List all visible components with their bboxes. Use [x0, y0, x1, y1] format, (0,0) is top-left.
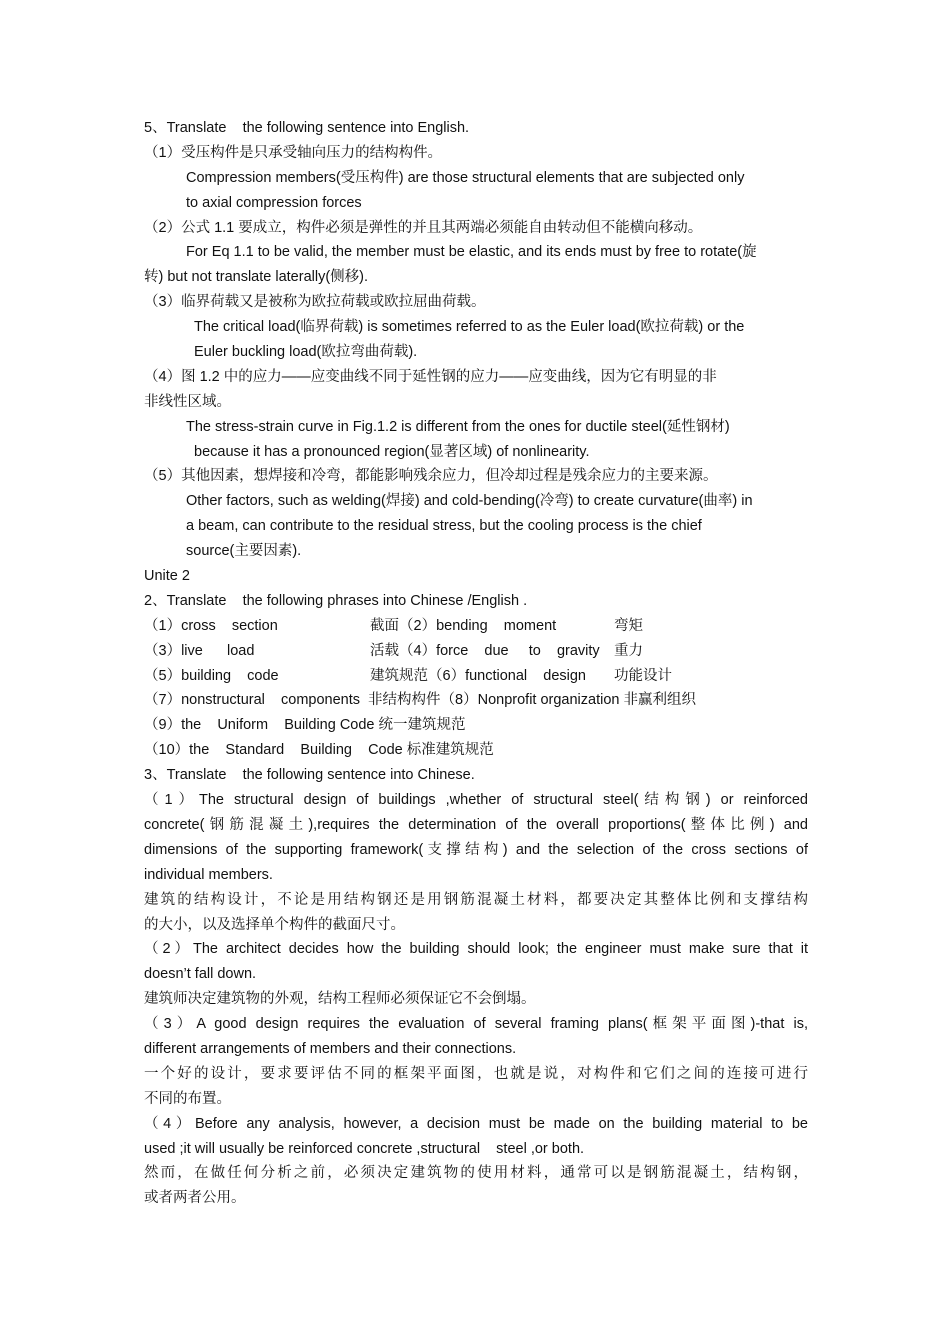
s3-item3-en-line1: （3）A good design requires the evaluation of several framing plans(框架平面图)-that is,: [144, 1016, 808, 1033]
phrase-row: （7）nonstructural components 非结构构件（8）Nonprofit organization 非赢利组织: [144, 692, 697, 709]
s5-item4-en-line1: The stress-strain curve in Fig.1.2 is different from the ones for ductile steel(延性钢材): [186, 418, 730, 435]
s5-item4-cn-line2: 非线性区域。: [144, 393, 231, 410]
phrase-cell: （3）live load: [144, 642, 255, 659]
s5-item2-en-line2: 转) but not translate laterally(侧移).: [144, 269, 369, 286]
s3-item3-en-last: different arrangements of members and their connections.: [144, 1040, 517, 1057]
s3-item4-en-line1: （4）Before any analysis, however, a decision must be made on the building material to be: [144, 1115, 808, 1132]
s5-item1-en-line2: to axial compression forces: [186, 194, 362, 211]
section5-heading: 5、Translate the following sentence into English.: [144, 120, 470, 136]
phrase-cell: 建筑规范（6）functional design: [370, 667, 586, 684]
section3-heading: 3、Translate the following sentence into Chinese.: [144, 767, 475, 784]
s5-item5-en-line3: source(主要因素).: [186, 543, 302, 560]
s5-item4-en-line2: because it has a pronounced region(显著区域) of nonlinearity.: [194, 443, 590, 460]
s3-item1-en-line1: （1）The structural design of buildings ,whether of structural steel(结构钢) or reinforced: [144, 792, 808, 809]
s5-item4-cn-line1: （4）图 1.2 中的应力——应变曲线不同于延性钢的应力——应变曲线，因为它有明显的非: [144, 368, 717, 385]
s3-item4-cn-line1: 然而，在做任何分析之前，必须决定建筑物的使用材料，通常可以是钢筋混凝土，结构钢，: [144, 1165, 808, 1182]
s5-item1-en-line1: Compression members(受压构件) are those structural elements that are subjected only: [186, 169, 745, 186]
phrase-cell: 活载（4）force due to gravity: [370, 642, 600, 659]
s5-item3-en-line1: The critical load(临界荷载) is sometimes referred to as the Euler load(欧拉荷载) or the: [194, 319, 745, 336]
s5-item5-en-line1: Other factors, such as welding(焊接) and cold-bending(冷弯) to create curvature(曲率) in: [186, 493, 753, 510]
s5-item2-en-line1: For Eq 1.1 to be valid, the member must be elastic, and its ends must by free to rotate(旋: [186, 244, 757, 261]
phrase-cell: 截面（2）bending moment: [370, 617, 557, 634]
phrase-cell: 重力: [614, 642, 643, 659]
phrase-cell: 功能设计: [614, 667, 672, 684]
phrase-row: [144, 639, 808, 664]
s3-item4-cn-last: 或者两者公用。: [144, 1190, 246, 1207]
s3-item4-en-last: used ;it will usually be reinforced concrete ,structural steel ,or both.: [144, 1140, 585, 1157]
s5-item1-cn: （1）受压构件是只承受轴向压力的结构构件。: [144, 144, 443, 161]
s3-item1-en-line3: dimensions of the supporting framework(支撑结构) and the selection of the cross sections of: [144, 841, 808, 858]
s3-item3-cn-last: 不同的布置。: [144, 1090, 231, 1107]
s3-item1-cn-last: 的大小，以及选择单个构件的截面尺寸。: [144, 916, 405, 933]
s3-item1-en-line2: concrete(钢筋混凝土),requires the determination of the overall proportions(整体比例) and: [144, 816, 808, 833]
phrase-row: （10）the Standard Building Code 标准建筑规范: [144, 742, 494, 759]
s3-item3-cn-line1: 一个好的设计，要求要评估不同的框架平面图，也就是说，对构件和它们之间的连接可进行: [144, 1065, 808, 1082]
phrase-row: （9）the Uniform Building Code 统一建筑规范: [144, 717, 466, 734]
s5-item3-en-line2: Euler buckling load(欧拉弯曲荷载).: [194, 344, 418, 361]
phrase-cell: （5）building code: [144, 667, 279, 684]
phrase-row: [144, 664, 808, 689]
s3-item2-en-last: doesn’t fall down.: [144, 966, 257, 983]
s5-item2-cn: （2）公式 1.1 要成立，构件必须是弹性的并且其两端必须能自由转动但不能横向移动。: [144, 219, 703, 236]
phrase-row: [144, 614, 808, 639]
document-page: [144, 116, 808, 1211]
phrase-cell: 弯矩: [614, 617, 643, 634]
phrase-cell: （1）cross section: [144, 617, 278, 634]
s5-item5-cn: （5）其他因素，想焊接和冷弯，都能影响残余应力，但冷却过程是残余应力的主要来源。: [144, 468, 718, 485]
s3-item1-cn-line1: 建筑的结构设计，不论是用结构钢还是用钢筋混凝土材料，都要决定其整体比例和支撑结构: [144, 891, 808, 908]
s5-item5-en-line2: a beam, can contribute to the residual stress, but the cooling process is the chief: [186, 518, 702, 535]
s3-item1-en-last: individual members.: [144, 866, 273, 883]
s5-item3-cn: （3）临界荷载又是被称为欧拉荷载或欧拉屈曲荷载。: [144, 294, 486, 311]
unit-title: Unite 2: [144, 568, 190, 585]
s3-item2-cn-last: 建筑师决定建筑物的外观，结构工程师必须保证它不会倒塌。: [144, 991, 536, 1008]
s3-item2-en-line1: （2）The architect decides how the building should look; the engineer must make sure that it: [144, 941, 808, 958]
section2-heading: 2、Translate the following phrases into Chinese /English .: [144, 592, 528, 609]
